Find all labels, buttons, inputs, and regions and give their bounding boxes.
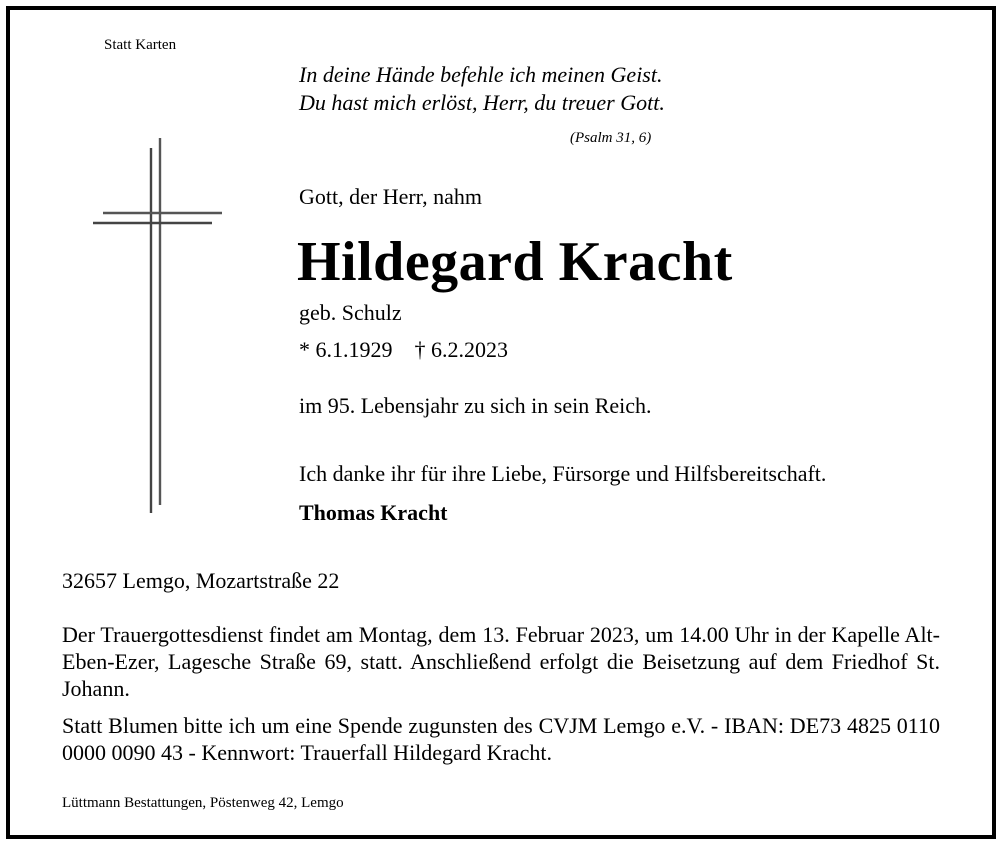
verse-reference: (Psalm 31, 6) <box>570 130 652 146</box>
life-dates <box>299 337 508 363</box>
birth-date: * 6.1.1929 <box>299 337 393 362</box>
signer-name: Thomas Kracht <box>299 500 448 525</box>
statt-karten-label: Statt Karten <box>104 37 177 53</box>
deceased-name: Hildegard Kracht <box>297 231 733 293</box>
funeral-service-text: Der Trauergottesdienst findet am Montag, dem 13. Februar 2023, um 14.00 Uhr in der Kapelle Alt-Eben-Ezer, Lagesche Straße 69, statt. Anschließend erfolgt die Beisetzung auf dem Friedhof St. Johann. <box>62 622 940 701</box>
verse-line-1: In deine Hände befehle ich meinen Geist. <box>299 62 663 87</box>
family-address: 32657 Lemgo, Mozartstraße 22 <box>62 568 340 593</box>
thanks-line: Ich danke ihr für ihre Liebe, Fürsorge und Hilfsbereitschaft. <box>299 461 827 486</box>
undertaker-line: Lüttmann Bestattungen, Pöstenweg 42, Lemgo <box>62 795 344 811</box>
maiden-name: geb. Schulz <box>299 300 402 325</box>
death-date: † 6.2.2023 <box>414 337 508 362</box>
donation-text: Statt Blumen bitte ich um eine Spende zugunsten des CVJM Lemgo e.V. - IBAN: DE73 4825 0110 0000 0090 43 - Kennwort: Trauerfall Hildegard Kracht. <box>62 713 940 765</box>
intro-line: Gott, der Herr, nahm <box>299 184 483 209</box>
age-line: im 95. Lebensjahr zu sich in sein Reich. <box>299 393 652 418</box>
verse-line-2: Du hast mich erlöst, Herr, du treuer Gott. <box>299 90 665 115</box>
